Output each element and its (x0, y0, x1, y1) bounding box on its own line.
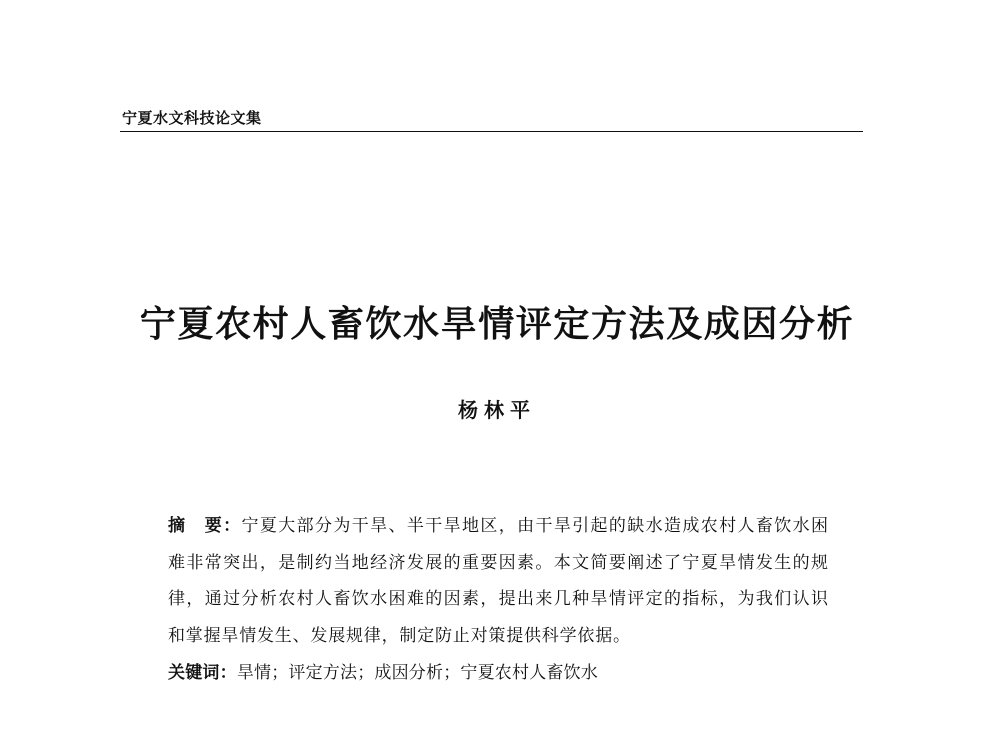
keywords-label: 关键词 (168, 663, 220, 683)
keywords (168, 655, 598, 692)
keywords-text: 旱情；评定方法；成因分析；宁夏农村人畜饮水 (236, 663, 599, 683)
abstract-line-3: 律，通过分析农村人畜饮水困难的因素，提出来几种旱情评定的指标，为我们认识 (168, 589, 828, 610)
keywords-separator: ： (219, 663, 237, 683)
paper-title: 宁夏农村人畜饮水旱情评定方法及成因分析 (139, 303, 855, 345)
header-rule (120, 131, 863, 132)
abstract-line-2: 难非常突出，是制约当地经济发展的重要因素。本文简要阐述了宁夏旱情发生的规 (168, 552, 828, 573)
running-header: 宁夏水文科技论文集 (122, 109, 262, 127)
abstract-text-1: 宁夏大部分为干旱、半干旱地区，由干旱引起的缺水造成农村人畜饮水困 (241, 516, 828, 536)
abstract-line-1 (168, 508, 828, 545)
abstract-line-4: 和掌握旱情发生、发展规律，制定防止对策提供科学依据。 (168, 626, 631, 647)
author-name: 杨林平 (458, 398, 536, 422)
abstract-label: 摘 要 (168, 516, 224, 536)
abstract (168, 508, 828, 655)
abstract-separator: ： (223, 516, 242, 536)
